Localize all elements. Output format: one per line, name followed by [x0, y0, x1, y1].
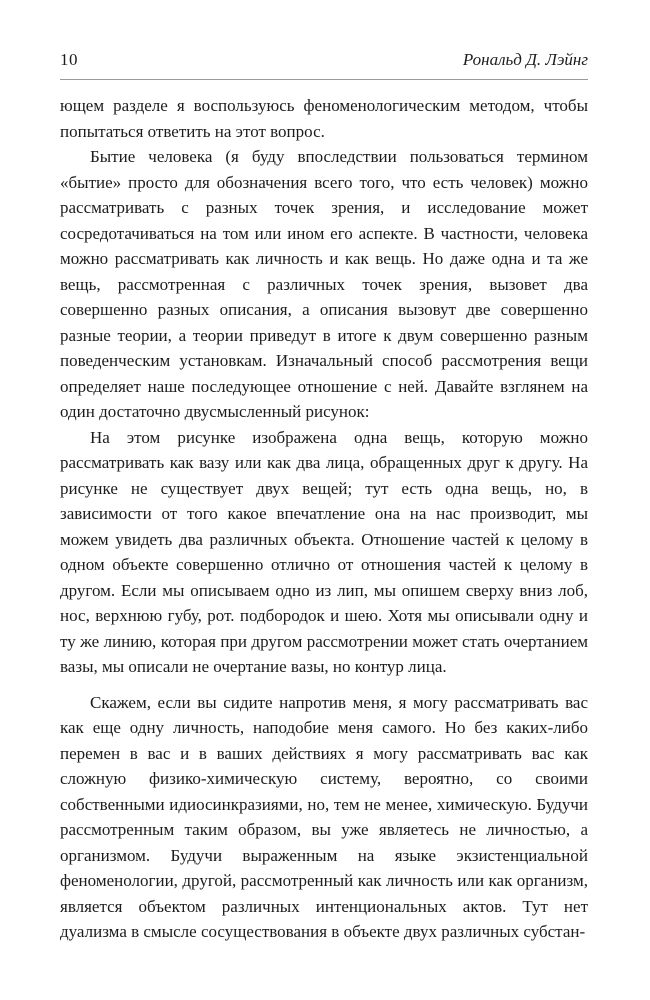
- paragraph: Скажем, если вы сидите напротив меня, я могу рассматривать вас как еще одну личность, наподобие меня самого. Но без каких-либо перемен в вас и в ваших действиях я могу рассматривать вас как сложную физико-химическую систему, вероятно, со своими собственными идиосинкразиями, но, тем не менее, химическую. Будучи рассмотренным таким образом, вы уже являетесь не личностью, а организмом. Будучи выраженным на языке экзистенциальной феноменологии, другой, рассмотренный как личность или как организм, является объектом различных интенциональных актов. Тут нет дуализма в смысле сосуществования в объекте двух различных субстан-: [60, 692, 588, 941]
- header-divider: [60, 79, 588, 80]
- page-number: 10: [60, 50, 78, 69]
- paragraph: Бытие человека (я буду впоследствии пользоваться термином «бытие» просто для обозначения всего того, что есть человек) можно рассматривать с разных точек зрения, и исследование может сосредотачиваться на том или ином его аспекте. В частности, человека можно рассматривать как личность и как вещь. Но даже одна и та же вещь, рассмотренная с различных точек зрения, вызовет два совершенно разных описания, а описания вызовут две совершенно разные теории, а теории приведут в итоге к двум совершенно разным поведенческим установкам. Изначальный способ рассмотрения вещи определяет наше последующее отношение с ней. Давайте взглянем на один достаточно двусмысленный рисунок:: [60, 147, 588, 421]
- paragraph: На этом рисунке изображена одна вещь, которую можно рассматривать как вазу или как два лица, обращенных друг к другу. На рисунке не существует двух вещей; тут есть одна вещь, но, в зависимости от того какое впечатление она на нас производит, мы можем увидеть два различных объекта. Отношение частей к целому в одном объекте совершенно отлично от отношения частей к целому в другом. Если мы описываем одно из лип, мы опишем сверху вниз лоб, нос, верхнюю губу, рот. подбородок и шею. Хотя мы описывали одну и ту же линию, которая при другом рассмотрении может стать очертанием вазы, мы описали не очертание вазы, но контур лица.: [60, 427, 588, 676]
- page-body: [60, 93, 588, 945]
- running-header: [60, 50, 588, 70]
- paragraph: ющем разделе я воспользуюсь феноменологическим методом, чтобы попытаться ответить на этот вопрос.: [60, 96, 588, 141]
- running-header-author: Рональд Д. Лэйнг: [462, 50, 588, 69]
